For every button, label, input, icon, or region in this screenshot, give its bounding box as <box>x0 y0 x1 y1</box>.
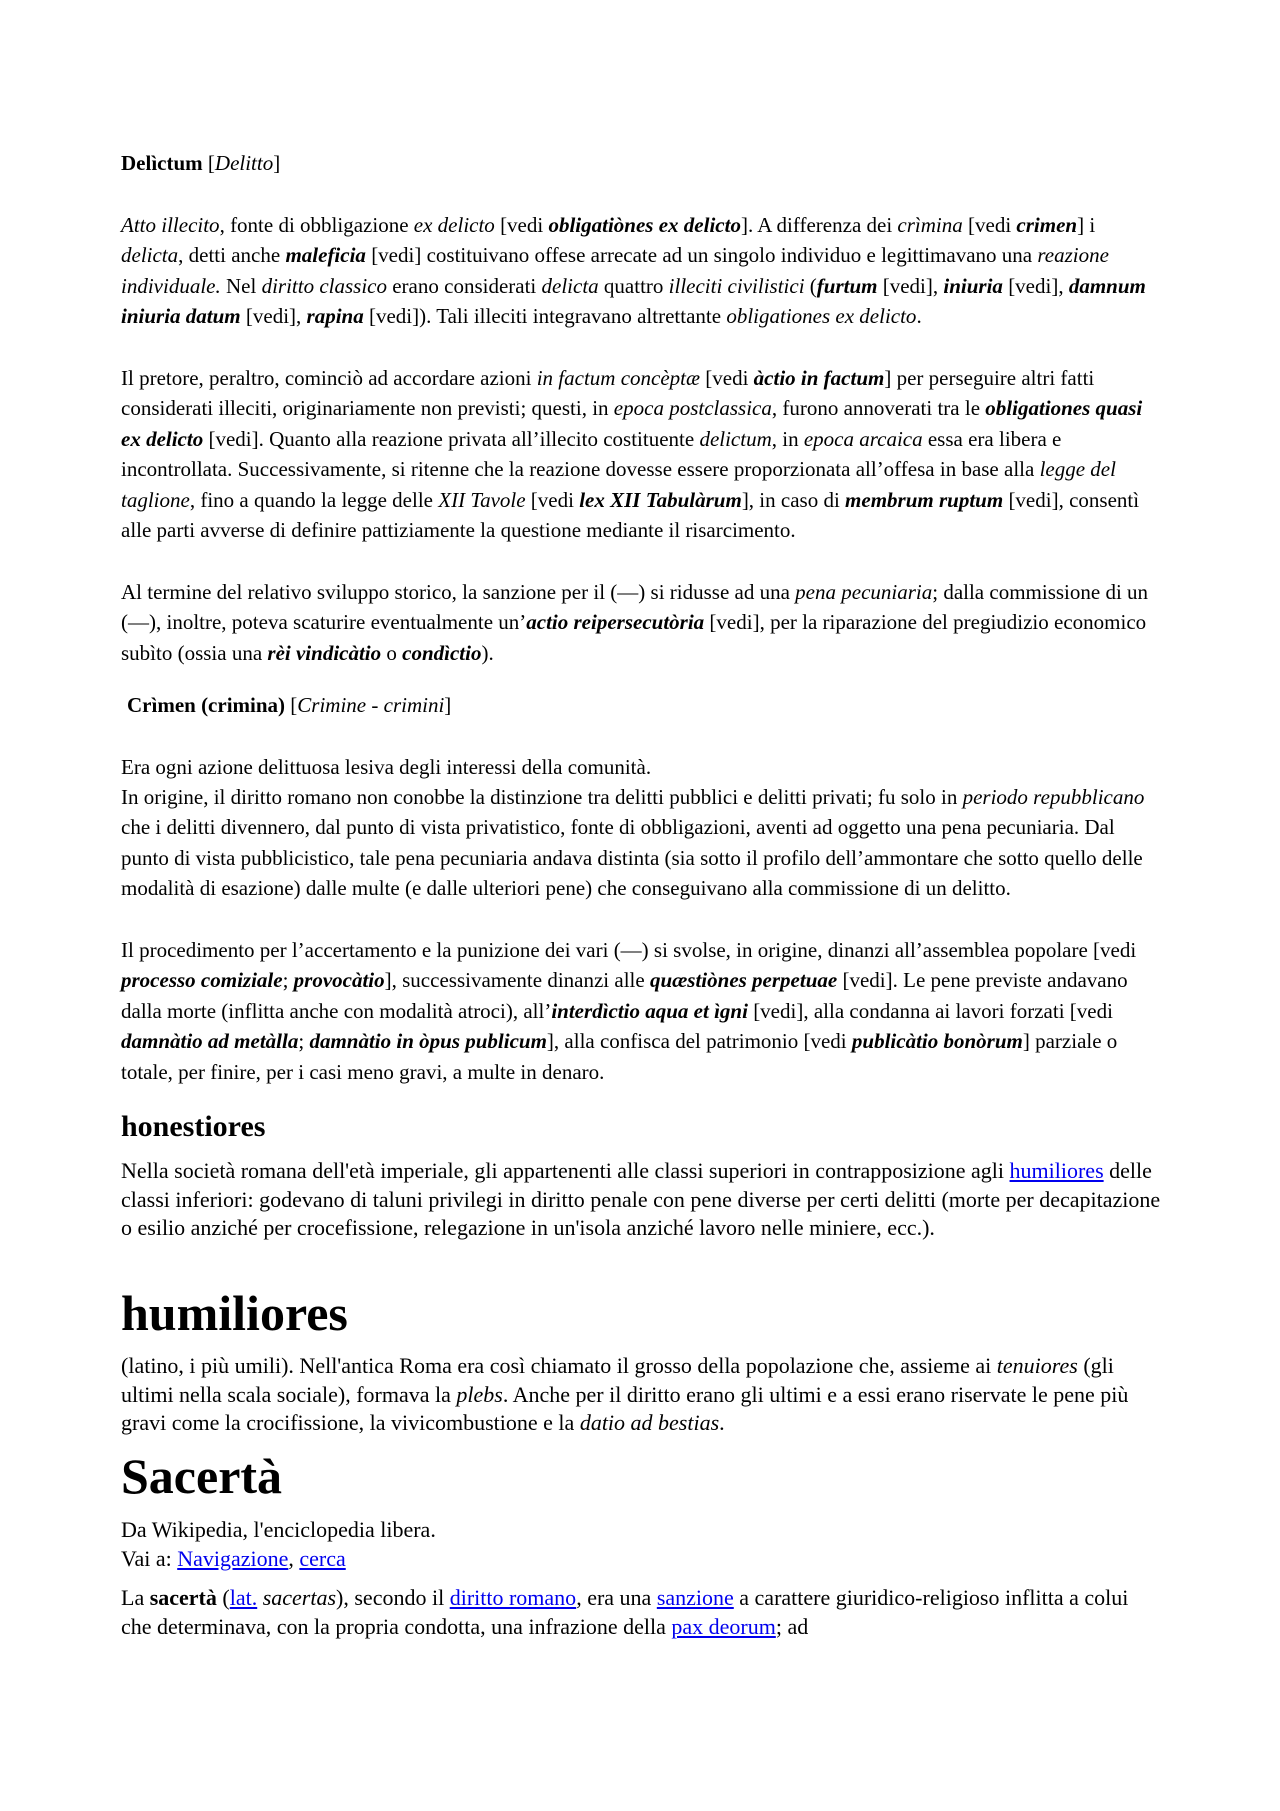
text-run: La <box>121 1585 150 1610</box>
text-run: legge del taglione <box>121 457 1116 512</box>
sacerta-nav-line <box>121 1545 1161 1574</box>
text-run: . Anche per il diritto erano gli ultimi e a essi erano riservate le pene più gravi come la crocifissione, la vivicombustione e la <box>121 1381 1129 1436</box>
text-run: [vedi <box>525 487 580 512</box>
humiliores-heading: humiliores <box>121 1285 348 1341</box>
sacerta-paragraph <box>121 1584 1161 1641</box>
text-run: Nella società romana dell'età imperiale, gli appartenenti alle classi superiori in contrapposizione agli <box>121 1158 1010 1183</box>
text-run: obligationes quasi ex delicto <box>121 396 1143 451</box>
text-run: diritto classico <box>261 273 387 298</box>
text-run: publicàtio bonòrum <box>851 1029 1023 1054</box>
text-run: Al termine del relativo sviluppo storico, la sanzione per il (—) si ridusse ad una <box>121 580 796 604</box>
text-run: ], in caso di <box>741 487 846 512</box>
text-run: , era una <box>576 1585 657 1610</box>
text-run: damnum iniuria datum <box>121 273 1146 329</box>
humiliores-paragraph <box>121 1352 1161 1438</box>
crimen-translation: Crimine - crimini <box>297 693 445 717</box>
text-run: , detti anche <box>178 243 286 268</box>
text-run: [vedi], <box>877 273 944 298</box>
delictum-paragraph-2 <box>121 363 1161 545</box>
text-run: ; <box>298 1029 310 1054</box>
lat-link[interactable]: lat. <box>229 1585 258 1610</box>
humiliores-link[interactable]: humiliores <box>1009 1158 1104 1183</box>
text-run: periodo repubblicano <box>962 785 1145 809</box>
crimen-title: Crìmen (crimina) <box>127 693 286 717</box>
cerca-link[interactable]: cerca <box>299 1546 346 1571</box>
text-run: essa era libera e incontrollata. Successivamente, si ritenne che la reazione dovesse essere proporzionata all’offesa in base alla <box>121 426 1062 482</box>
delictum-title: Delìctum <box>121 151 203 175</box>
text-run: [vedi], consentì alle parti avverse di definire pattiziamente la questione mediante il risarcimento. <box>121 487 1140 543</box>
text-run: processo comiziale <box>121 968 283 993</box>
text-run: damnàtio in òpus publicum <box>309 1029 547 1054</box>
text-run: . <box>916 304 922 329</box>
text-run: delicta <box>541 273 599 298</box>
text-run: iniuria <box>943 273 1003 298</box>
text-run: delictum <box>699 426 772 451</box>
text-run: àctio in factum <box>753 366 885 390</box>
crimen-paragraph-1 <box>121 752 1161 782</box>
text-run: provocàtio <box>293 968 385 993</box>
text-run: rèi vindicàtio <box>267 640 382 665</box>
text-run: XII Tavole <box>438 487 526 512</box>
text-run: ( <box>216 1585 230 1610</box>
text-run: condìctio <box>402 640 482 665</box>
text-run: datio ad bestias <box>579 1410 720 1436</box>
text-run: (gli ultimi nella scala sociale), formava la <box>121 1353 1114 1407</box>
text-run: [vedi], <box>1002 273 1069 298</box>
text-run: ; ad <box>775 1613 809 1639</box>
text-run: ( <box>804 273 817 298</box>
text-run: actio reipersecutòria <box>526 610 705 635</box>
text-run: obligationes ex delicto <box>726 304 917 329</box>
text-run: [vedi]. Le pene previste andavano dalla morte (inflitta anche con modalità atroci), all’ <box>121 968 1128 1023</box>
text-run: ; <box>282 968 294 993</box>
text-run: ], successivamente dinanzi alle <box>384 968 650 993</box>
text-run: che i delitti divennero, dal punto di vista privatistico, fonte di obbligazioni, aventi ad oggetto una pena pecuniaria. Dal punto di vista pubblicistico, tale pena pecuniaria andava distinta (sia sotto il profilo dell’ammontare che sotto quello delle modalità di esazione) dalle multe (e dalle ulteriori pene) che conseguivano alla commissione di un delitto. <box>121 815 1143 901</box>
text-run: , fonte di obbligazione <box>219 213 414 237</box>
crimen-heading: Crìmen (crimina) [Crimine - crimini] <box>127 693 452 717</box>
text-run: , furono annoverati tra le <box>771 396 986 421</box>
text-run: quattro <box>598 273 669 298</box>
text-run: In origine, il diritto romano non conobbe la distinzione tra delitti pubblici e delitti privati; fu solo in <box>121 785 963 809</box>
text-run: plebs <box>456 1381 503 1407</box>
text-run: lex XII Tabulàrum <box>579 487 742 512</box>
text-run: tenuiores <box>996 1353 1078 1378</box>
text-run: delle classi inferiori: godevano di taluni privilegi in diritto penale con pene diverse per certi delitti (morte per decapitazione o esilio anziché per crocefissione, relegazione in un'isola anziché lavoro nelle miniere, ecc.). <box>121 1158 1161 1241</box>
delictum-paragraph-3 <box>121 577 1161 668</box>
text-run: [vedi <box>494 213 549 237</box>
text-run: [vedi <box>962 213 1017 237</box>
text-run: [vedi]). Tali illeciti integravano altrettante <box>363 304 727 329</box>
text-run: rapina <box>306 304 364 329</box>
text-run: , in <box>771 426 804 451</box>
honestiores-heading: honestiores <box>121 1110 266 1143</box>
text-run: pena pecuniaria <box>795 580 933 604</box>
text-run: epoca arcaica <box>803 426 923 451</box>
text-run: delicta <box>121 243 179 268</box>
text-run: [vedi] costituivano offese arrecate ad un singolo individuo e legittimavano una <box>365 243 1038 268</box>
text-run: sacertà <box>149 1585 217 1610</box>
crimen-paragraph-3 <box>121 935 1161 1087</box>
text-run: (latino, i più umili). Nell'antica Roma era così chiamato il grosso della popolazione che, assieme ai <box>121 1353 997 1378</box>
text-run: illeciti civilistici <box>668 273 805 298</box>
text-run: crìmina <box>897 213 963 237</box>
sacerta-subtitle: Da Wikipedia, l'enciclopedia libera. <box>121 1517 436 1542</box>
text-run: ), secondo il <box>336 1585 450 1610</box>
text-run: [vedi], per la riparazione del pregiudizio economico subìto (ossia una <box>121 610 1147 665</box>
text-run: Era ogni azione delittuosa lesiva degli interessi della comunità. <box>121 755 652 779</box>
text-run: maleficia <box>285 243 366 268</box>
pax-deorum-link[interactable]: pax deorum <box>671 1613 776 1639</box>
honestiores-paragraph <box>121 1157 1161 1243</box>
text-run: [vedi], <box>240 304 307 329</box>
text-run: obligatiònes ex delicto <box>548 213 741 237</box>
sacerta-heading: Sacertà <box>121 1448 283 1504</box>
text-run: ] parziale o totale, per finire, per i casi meno gravi, a multe in denaro. <box>121 1029 1118 1084</box>
delictum-paragraph-1 <box>121 210 1161 332</box>
text-run: , fino a quando la legge delle <box>189 487 439 512</box>
text-run: Il pretore, peraltro, cominciò ad accordare azioni <box>121 366 537 390</box>
diritto-romano-link[interactable]: diritto romano <box>449 1585 577 1610</box>
text-run: crimen <box>1016 213 1078 237</box>
text-run: o <box>381 640 403 665</box>
text-run: ; dalla commissione di un (—), inoltre, poteva scaturire eventualmente un’ <box>121 580 1149 635</box>
text-run: furtum <box>816 273 878 298</box>
text-run: a carattere giuridico-religioso inflitta a colui che determinava, con la propria condotta, una infrazione della <box>121 1585 1129 1639</box>
text-run: ] per perseguire altri fatti considerati illeciti, originariamente non previsti; questi, in <box>121 366 1095 421</box>
text-run: ], alla confisca del patrimonio [vedi <box>546 1029 852 1054</box>
text-run: membrum ruptum <box>845 487 1004 512</box>
text-run: ] i <box>1077 213 1096 237</box>
text-run: quæstiònes perpetuae <box>649 968 838 993</box>
text-run: Vai a: <box>121 1546 178 1571</box>
text-run: epoca postclassica <box>613 396 772 421</box>
text-run: erano considerati <box>386 273 542 298</box>
text-run: Atto illecito <box>121 213 220 237</box>
text-run: ex delicto <box>413 213 495 237</box>
text-run: sacertas <box>262 1585 337 1610</box>
crimen-paragraph-2 <box>121 782 1161 904</box>
text-run: ]. A differenza dei <box>740 213 898 237</box>
text-run: . <box>719 1410 725 1436</box>
text-run: Il procedimento per l’accertamento e la punizione dei vari (—) si svolse, in origine, dinanzi all’assemblea popolare [vedi <box>121 938 1137 962</box>
text-run: reazione individuale. <box>121 243 1109 298</box>
text-run: in factum concèptæ <box>536 366 701 390</box>
text-run: [vedi], alla condanna ai lavori forzati [vedi <box>747 998 1113 1023</box>
text-run: Nel <box>220 273 262 298</box>
text-run: [vedi]. Quanto alla reazione privata all’illecito costituente <box>203 426 700 451</box>
sanzione-link[interactable]: sanzione <box>656 1585 734 1610</box>
text-run: , <box>288 1546 300 1571</box>
text-run: interdìctio aqua et ìgni <box>551 998 748 1023</box>
delictum-translation: Delitto <box>214 151 274 175</box>
text-run: damnàtio ad metàlla <box>121 1029 299 1054</box>
navigazione-link[interactable]: Navigazione <box>177 1546 289 1571</box>
delictum-heading: Delìctum [Delitto] <box>121 151 281 175</box>
text-run: [vedi <box>700 366 754 390</box>
text-run: ). <box>481 640 494 665</box>
